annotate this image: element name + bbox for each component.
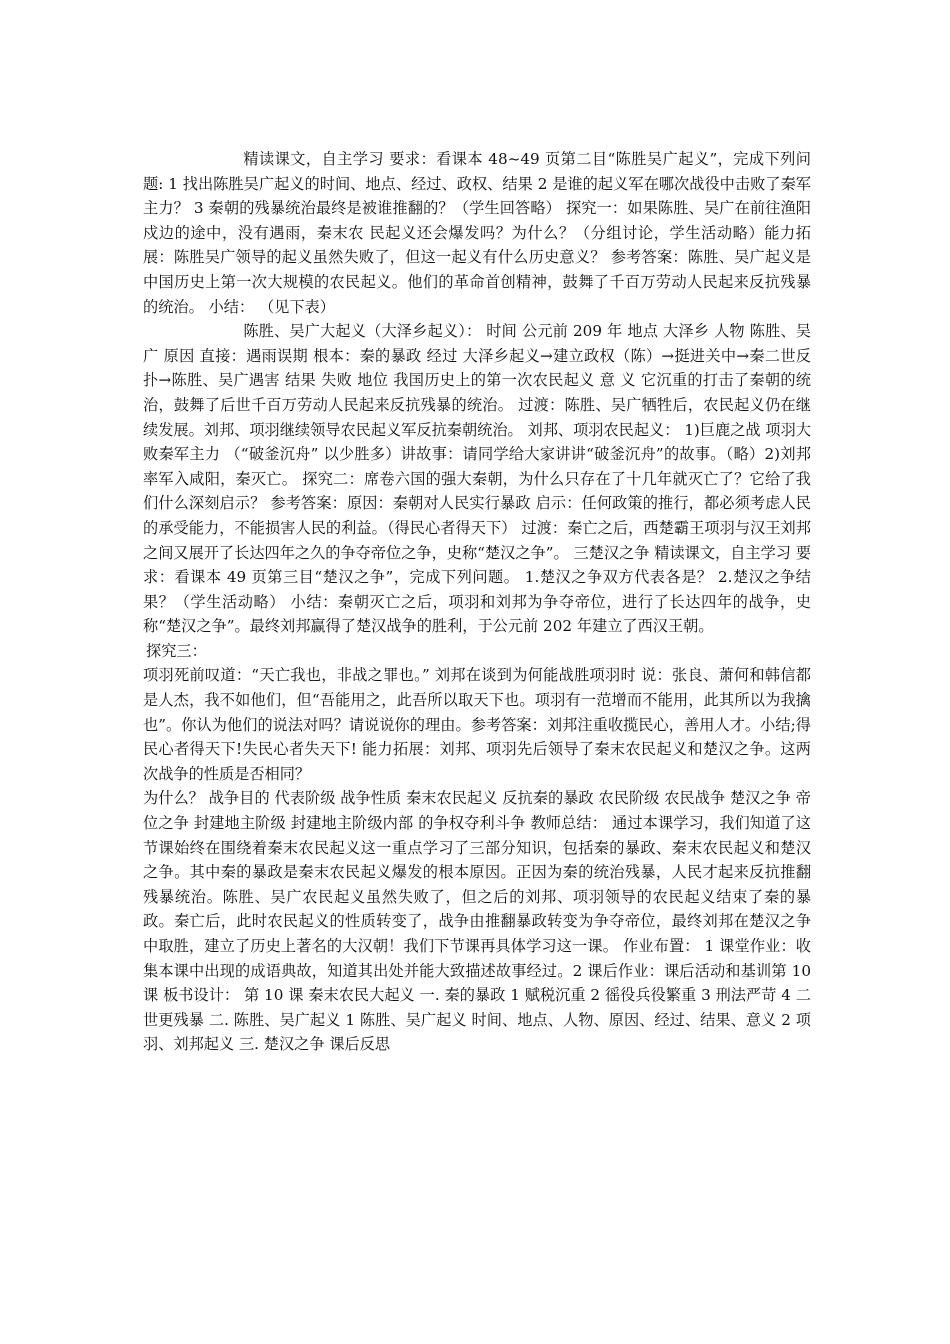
paragraph-uprising-summary: 陈胜、吴广大起义（大泽乡起义）： 时间 公元前 209 年 地点 大泽乡 人物 陈胜、吴广 原因 直接：遇雨误期 根本：秦的暴政 经过 大泽乡起义→建立政权（陈）→挺进关中→秦二世反扑→陈胜、吴广遇害 结果 失败 地位 我国历史上的第一次农民起义 意 义 它沉重的打击了秦朝的统治，鼓舞了后世千百万劳动人民起来反抗残暴的统治。 过渡：陈胜、吴广牺牲后，农民起义仍在继续发展。刘邦、项羽继续领导农民起义军反抗秦朝统治。 刘邦、项羽农民起义： 1)巨鹿之战 项羽大败秦军主力 （“破釜沉舟” 以少胜多）讲故事：请同学给大家讲讲“破釜沉舟”的故事。（略）2)刘邦率军入咸阳，秦灭亡。 探究二：席卷六国的强大秦朝，为什么只存在了十几年就灭亡了？它给了我们什么深刻启示？ 参考答案：原因：秦朝对人民实行暴政 启示：任何政策的推行，都必须考虑人民的承受能力，不能损害人民的利益。（得民心者得天下） 过渡：秦亡之后，西楚霸王项羽与汉王刘邦之间又展开了长达四年之久的争夺帝位之争，史称“楚汉之争”。 三楚汉之争 精读课文，自主学习 要求：看课本 49 页第三目“楚汉之争”，完成下列问题。 1.楚汉之争双方代表各是？ 2.楚汉之争结果？（学生活动略） 小结：秦朝灭亡之后，项羽和刘邦为争夺帝位，进行了长达四年的战争，史称“楚汉之争”。最终刘邦赢得了楚汉战争的胜利，于公元前 202 年建立了西汉王朝。 (143, 322, 811, 636)
paragraph-teacher-summary: 为什么？ 战争目的 代表阶级 战争性质 秦末农民起义 反抗秦的暴政 农民阶级 农民战争 楚汉之争 帝位之争 封建地主阶级 封建地主阶级内部 的争权夺利斗争 教师总结： 通过本课学习，我们知道了这节课始终在围绕着秦末农民起义这一重点学习了三部分知识，包括秦的暴政、秦末农民起义和楚汉之争。其中秦的暴政是秦末农民起义爆发的根本原因。正因为秦的统治残暴，人民才起来反抗推翻残暴统治。陈胜、吴广农民起义虽然失败了，但之后的刘邦、项羽领导的农民起义结束了秦的暴政。秦亡后，此时农民起义的性质转变了，战争由推翻暴政转变为争夺帝位，最终刘邦在楚汉之争中取胜，建立了历史上著名的大汉朝！我们下节课再具体学习这一课。 作业布置： 1 课堂作业：收集本课中出现的成语典故，知道其出处并能大致描述故事经过。2 课后作业：课后活动和基训第 10 课 板书设计： 第 10 课 秦末农民大起义 一. 秦的暴政 1 赋税沉重 2 徭役兵役繁重 3 刑法严苛 4 二世更残暴 二. 陈胜、吴广起义 1 陈胜、吴广起义 时间、地点、人物、原因、经过、结果、意义 2 项羽、刘邦起义 三. 楚汉之争 课后反思 (143, 789, 811, 1054)
paragraph-exploration-three-heading: 探究三： (146, 641, 207, 660)
document-body (143, 147, 811, 1057)
paragraph-xiang-yu-liu-bang: 项羽死前叹道：“天亡我也，非战之罪也。” 刘邦在谈到为何能战胜项羽时 说：张良、萧何和韩信都是人杰，我不如他们，但“吾能用之，此吾所以取天下也。项羽有一范增而不能用，此其所以为我擒也”。你认为他们的说法对吗？请说说你的理由。参考答案：刘邦注重收揽民心，善用人才。小结;得民心者得天下!失民心者失天下! 能力拓展：刘邦、项羽先后领导了秦末农民起义和楚汉之争。这两次战争的性质是否相同？ (143, 666, 811, 783)
paragraph-reading-task: 精读课文，自主学习 要求：看课本 48~49 页第二目“陈胜吴广起义”，完成下列问题: 1 找出陈胜吴广起义的时间、地点、经过、政权、结果 2 是谁的起义军在哪次战役中击败了秦军主力？ 3 秦朝的残暴统治最终是被谁推翻的？（学生回答略） 探究一：如果陈胜、吴广在前往渔阳戍边的途中，没有遇雨，秦末农 民起义还会爆发吗？为什么？（分组讨论，学生活动略）能力拓展：陈胜吴广领导的起义虽然失败了，但这一起义有什么历史意义？ 参考答案：陈胜、吴广起义是中国历史上第一次大规模的农民起义。他们的革命首创精神，鼓舞了千百万劳动人民起来反抗残暴的统治。 小结： （见下表） (143, 150, 811, 316)
